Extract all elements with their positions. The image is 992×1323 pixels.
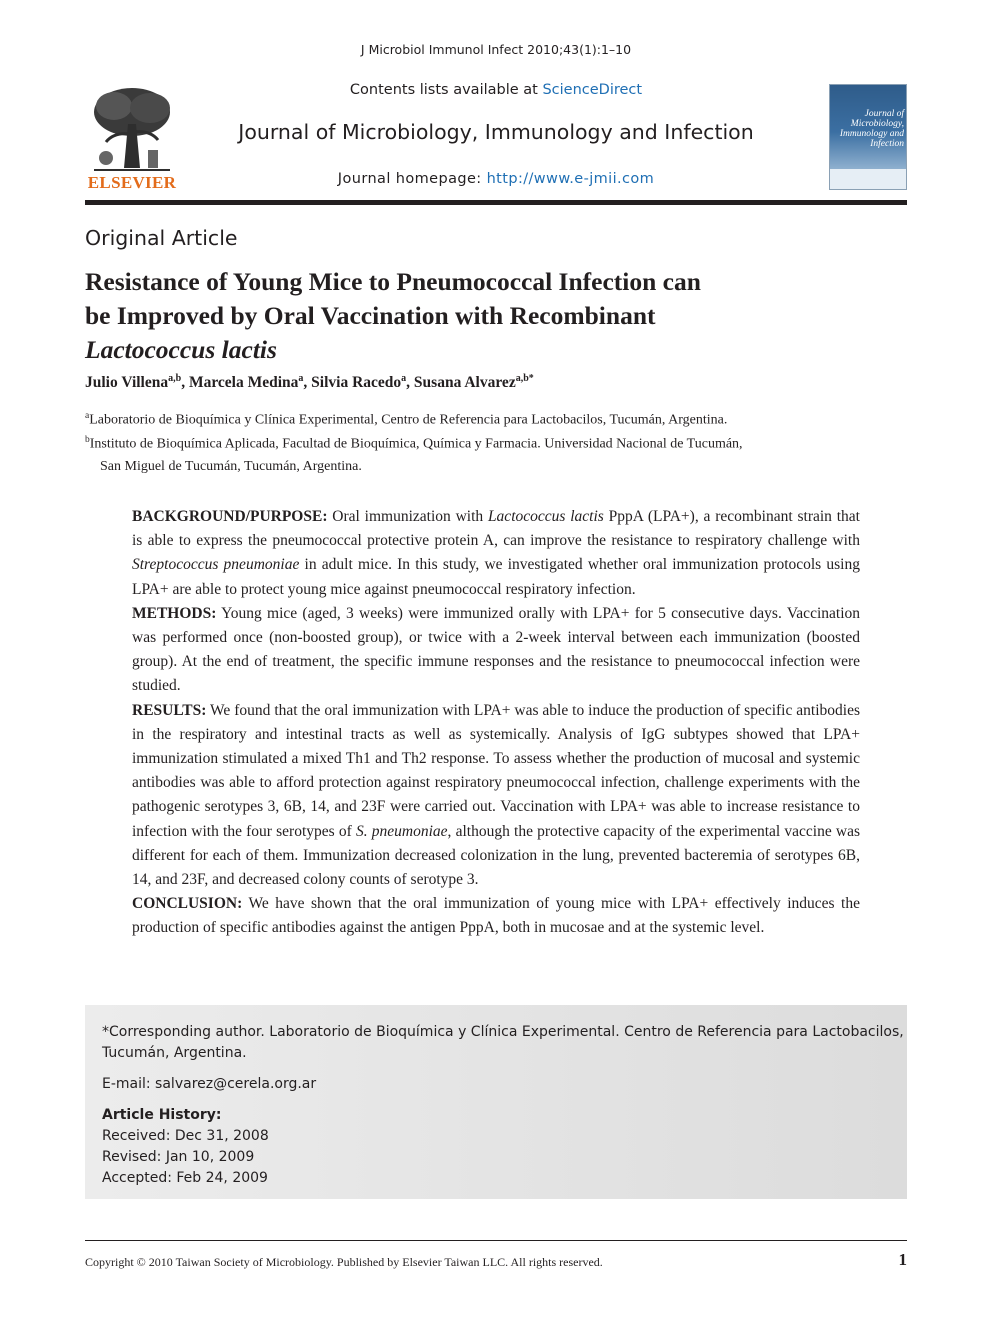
corresponding-email: E-mail: salvarez@cerela.org.ar [102, 1076, 317, 1092]
correspondence-box [85, 1005, 907, 1199]
affiliation-label: b [85, 435, 90, 445]
abstract-results [132, 699, 860, 893]
footer-rule [85, 1240, 907, 1241]
article-type: Original Article [85, 226, 238, 250]
abstract-conclusion [132, 892, 860, 940]
author-name: Susana Alvarez [413, 374, 516, 392]
journal-title: Journal of Microbiology, Immunology and Infection [238, 120, 754, 144]
section-label: METHODS: [132, 604, 217, 622]
author-separator: , [303, 374, 312, 392]
abstract-text: , although the protective capacity of the experimental vaccine was different for each of them. Immunization decreased colonization in the lung, prevented bacteremia of serotypes 6B, 14, and 23F, and decreased colony counts of serotype 3. [132, 822, 861, 889]
abstract-text: We have shown that the oral immunization of young mice with LPA+ effectively induces the production of specific antibodies against the antigen PppA, both in mucosae and at the systemic level. [132, 895, 860, 937]
author-name: Silvia Racedo [311, 374, 402, 392]
corresponding-author-continued: Tucumán, Argentina. [102, 1045, 247, 1061]
author-affiliation-mark: a [401, 373, 407, 384]
author-affiliation-mark: a [298, 373, 304, 384]
cover-title: Journal of Microbiology, Immunology and Infection [839, 109, 904, 149]
species-name: S. pneumoniae [355, 822, 448, 840]
title-line-1: Resistance of Young Mice to Pneumococcal Infection can [85, 267, 701, 296]
title-line-2: be Improved by Oral Vaccination with Recombinant [85, 301, 656, 330]
affiliation-text: Instituto de Bioquímica Aplicada, Facultad de Bioquímica, Química y Farmacia. Universidad Nacional de Tucumán, [89, 436, 743, 452]
affiliation-b-continued: San Miguel de Tucumán, Tucumán, Argentina. [100, 459, 362, 474]
affiliation-a [85, 411, 727, 429]
cover-footer-band [830, 169, 906, 189]
abstract-text: Oral immunization with [327, 508, 488, 525]
abstract [132, 505, 860, 941]
section-label: CONCLUSION: [132, 895, 243, 913]
revised-date: Revised: Jan 10, 2009 [102, 1149, 255, 1165]
section-label: RESULTS: [132, 701, 207, 719]
author-name: Julio Villena [85, 374, 169, 392]
page-number: 1 [898, 1250, 907, 1269]
abstract-text: in adult mice. In this study, we investigated whether oral immunization protocols using LPA+ are able to protect young mice against pneumococcal respiratory infection. [132, 556, 860, 598]
author-separator: , [181, 374, 189, 392]
journal-homepage-link[interactable]: http://www.e-jmii.com [486, 171, 655, 187]
abstract-background [132, 505, 860, 602]
abstract-text: PppA (LPA+), a recombinant strain that is able to express the pneumococcal protective protein A, can improve the resistance to respiratory challenge with [132, 508, 860, 550]
copyright-notice: Copyright © 2010 Taiwan Society of Microbiology. Published by Elsevier Taiwan LLC. All rights reserved. [85, 1255, 603, 1269]
accepted-date: Accepted: Feb 24, 2009 [102, 1170, 268, 1186]
homepage-prefix: Journal homepage: [337, 171, 487, 187]
abstract-text: We found that the oral immunization with LPA+ was able to induce the production of specific antibodies in the respiratory and intestinal tracts as well as systemically. Analysis of IgG subtypes showed that LPA+ immunization stimulated a mixed Th1 and Th2 response. To assess whether the production of mucosal and systemic antibodies was able to afford protection against respiratory pneumococcal infection, challenge experiments with the pathogenic serotypes 3, 6B, 14, and 23F were carried out. Vaccination with LPA+ was able to increase resistance to infection with the four serotypes of [132, 701, 860, 840]
abstract-text: Young mice (aged, 3 weeks) were immunized orally with LPA+ for 5 consecutive days. Vaccination was performed once (non-boosted group), or twice with a 2-week interval between each immunization (boosted group). At the end of treatment, the specific immune responses and the resistance to pneumococcal infection were studied. [132, 604, 860, 695]
title-line-3: Lactococcus lactis [85, 335, 277, 364]
abstract-methods [132, 602, 860, 699]
section-label: BACKGROUND/PURPOSE: [132, 508, 328, 525]
author-name: Marcela Medina [188, 374, 299, 392]
corresponding-author: *Corresponding author. Laboratorio de Bioquímica y Clínica Experimental. Centro de Referencia para Lactobacilos, [102, 1024, 904, 1040]
article-history-label: Article History: [102, 1107, 222, 1123]
publisher-name: ELSEVIER [87, 173, 177, 192]
header-rule [85, 200, 907, 205]
author-affiliation-mark: a,b* [515, 373, 534, 384]
affiliation-text: Laboratorio de Bioquímica y Clínica Experimental, Centro de Referencia para Lactobacilos, Tucumán, Argentina. [89, 412, 728, 428]
journal-citation: J Microbiol Immunol Infect 2010;43(1):1–10 [360, 42, 632, 57]
author-separator: , [406, 374, 414, 392]
received-date: Received: Dec 31, 2008 [102, 1128, 269, 1144]
affiliation-label: a [85, 411, 90, 421]
author-affiliation-mark: a,b [168, 373, 182, 384]
species-name: Lactococcus lactis [487, 508, 604, 525]
affiliation-b [85, 435, 743, 453]
article-title [85, 265, 865, 367]
contents-prefix: Contents lists available at [349, 82, 543, 98]
journal-cover-thumbnail [829, 84, 907, 190]
species-name: Streptococcus pneumoniae [132, 556, 300, 574]
author-list [85, 373, 534, 392]
sciencedirect-link[interactable]: ScienceDirect [542, 82, 643, 98]
